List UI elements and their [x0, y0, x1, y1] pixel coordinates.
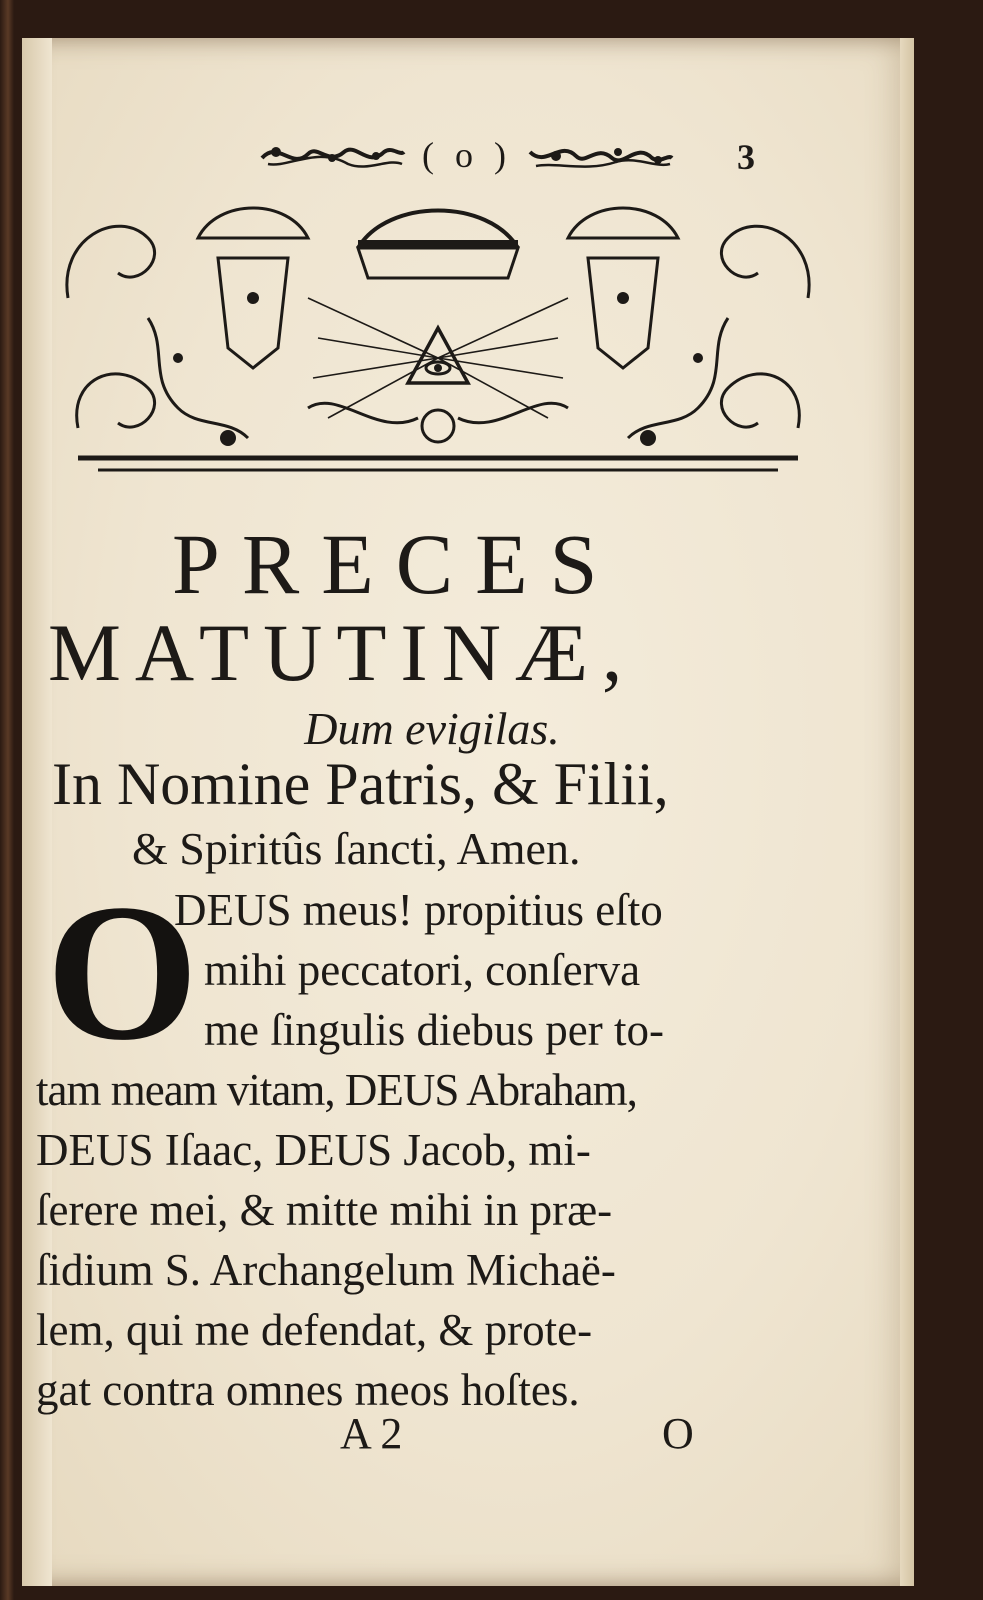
prayer-line: lem, qui me defendat, & prote- — [36, 1305, 593, 1355]
book-page — [22, 38, 914, 1586]
right-flourish-icon — [526, 138, 676, 172]
prayer-line: mihi peccatori, conſerva — [204, 945, 641, 995]
page-number: 3 — [737, 137, 755, 177]
folio-mark: ( o ) — [422, 135, 512, 175]
prayer-line: DEUS Iſaac, DEUS Jacob, mi- — [36, 1125, 591, 1175]
prayer-line: ſidium S. Archangelum Michaë- — [36, 1245, 616, 1295]
page-edge — [900, 38, 914, 1586]
left-flourish-icon — [258, 138, 408, 172]
subtitle: Dum evigilas. — [304, 703, 560, 754]
drop-cap: O — [46, 864, 199, 1081]
title-line-2: MATUTINÆ, — [48, 607, 637, 698]
headpiece-ornament-icon — [58, 178, 818, 484]
prayer-line: me ſingulis diebus per to- — [204, 1005, 664, 1055]
prayer-line: tam meam vitam, DEUS Abraham, — [36, 1065, 637, 1115]
running-head — [232, 130, 702, 180]
invocation-line-1: In Nomine Patris, & Filii, — [52, 751, 669, 817]
prayer-line: gat contra omnes meos hoſtes. — [36, 1365, 580, 1415]
signature-mark: A 2 — [340, 1409, 403, 1458]
invocation-line-2: & Spiritûs ſancti, Amen. — [132, 823, 581, 874]
prayer-line: DEUS meus! propitius eſto — [174, 885, 663, 935]
title-line-1: PRECES — [172, 516, 620, 612]
prayer-line: ſerere mei, & mitte mihi in præ- — [36, 1185, 613, 1235]
catchword: O — [662, 1409, 694, 1458]
